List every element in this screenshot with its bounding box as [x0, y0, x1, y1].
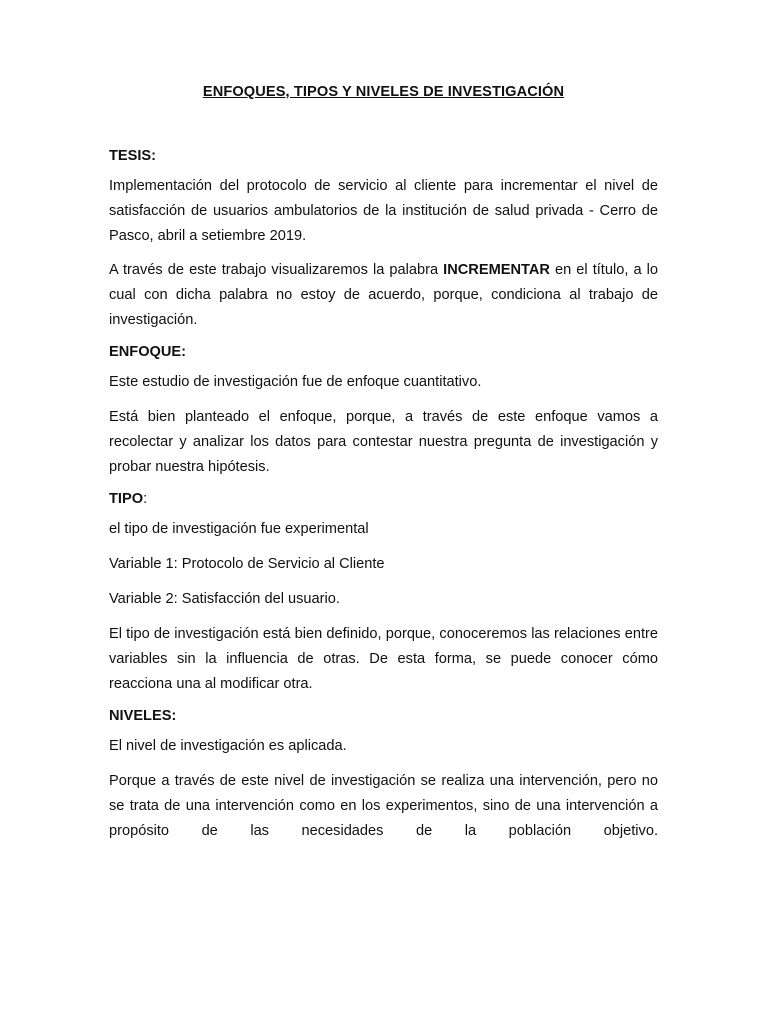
tesis-paragraph-2-text-a: A través de este trabajo visualizaremos la palabra — [109, 262, 444, 278]
tesis-paragraph-1: Implementación del protocolo de servicio al cliente para incrementar el nivel de satisfacción de usuarios ambulatorios de la institución de salud privada - Cerro de Pasco, abril a setiembre 2019. — [109, 178, 658, 244]
section-heading-tipo — [109, 489, 658, 509]
tipo-heading-colon: : — [143, 491, 148, 507]
tesis-highlight-word: INCREMENTAR — [443, 262, 550, 278]
tipo-paragraph-4: El tipo de investigación está bien definido, porque, conoceremos las relaciones entre variables sin la influencia de otras. De esta forma, se puede conocer cómo reacciona una al modificar otra. — [109, 626, 658, 692]
section-heading-enfoque: ENFOQUE: — [109, 344, 187, 360]
tipo-heading-label: TIPO — [109, 491, 144, 507]
niveles-paragraph-1: El nivel de investigación es aplicada. — [109, 738, 347, 754]
enfoque-paragraph-2: Está bien planteado el enfoque, porque, a través de este enfoque vamos a recolectar y analizar los datos para contestar nuestra pregunta de investigación y probar nuestra hipótesis. — [109, 409, 658, 475]
niveles-paragraph-2: Porque a través de este nivel de investigación se realiza una intervención, pero no se trata de una intervención como en los experimentos, sino de una intervención a propósito de las necesidades de la población objetivo. — [109, 773, 658, 839]
tipo-variable-2: Variable 2: Satisfacción del usuario. — [109, 591, 340, 607]
tesis-paragraph-2-text-b: en el título, a lo cual con dicha palabra no estoy de acuerdo, porque, condiciona al trabajo de investigación. — [109, 262, 658, 328]
section-heading-niveles: NIVELES: — [109, 708, 177, 724]
document-title: ENFOQUES, TIPOS Y NIVELES DE INVESTIGACIÓN — [202, 84, 565, 100]
tipo-variable-1: Variable 1: Protocolo de Servicio al Cliente — [109, 556, 385, 572]
tesis-paragraph-2 — [109, 258, 658, 333]
section-heading-tesis: TESIS: — [109, 148, 157, 164]
tipo-paragraph-1: el tipo de investigación fue experimental — [109, 521, 369, 537]
enfoque-paragraph-1: Este estudio de investigación fue de enfoque cuantitativo. — [109, 374, 482, 390]
